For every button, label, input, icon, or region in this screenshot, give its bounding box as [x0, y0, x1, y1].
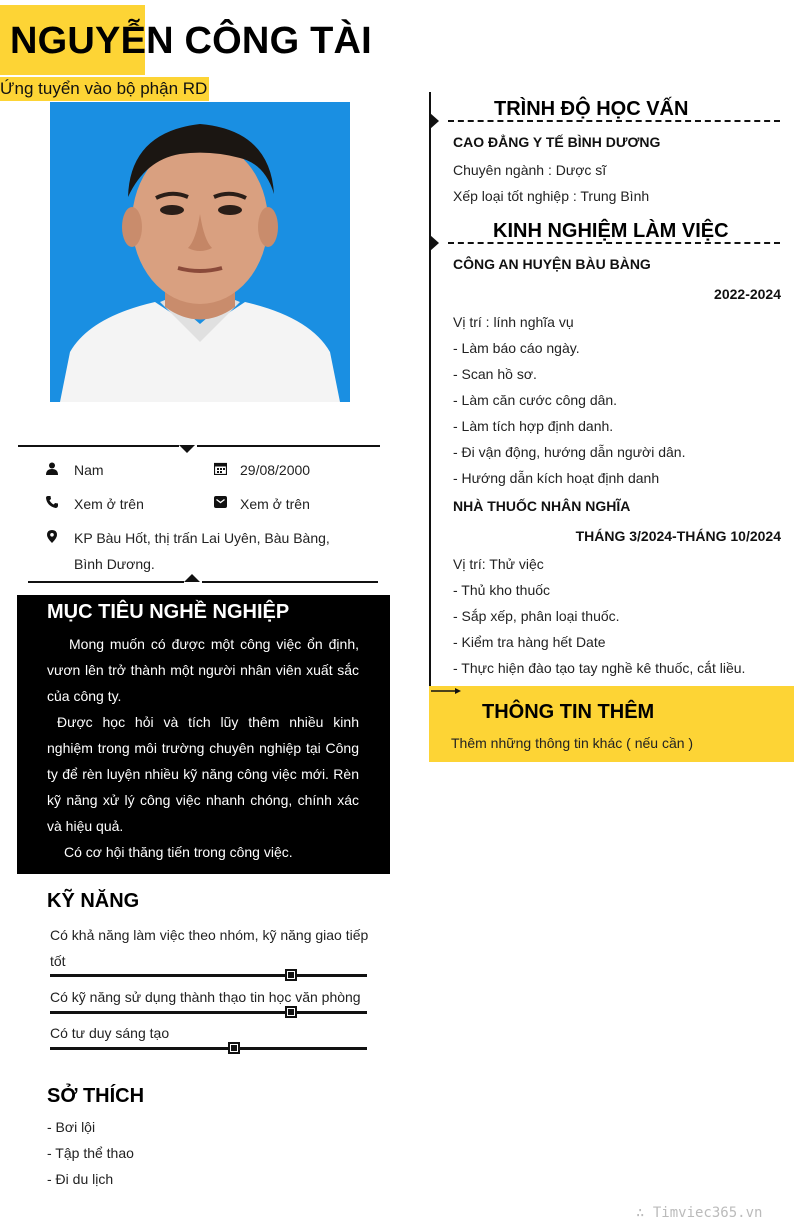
address-line-1: KP Bàu Hốt, thị trấn Lai Uyên, Bàu Bàng, — [74, 530, 330, 546]
skill-label: Có khả năng làm việc theo nhóm, kỹ năng giao tiếp tốt — [50, 927, 369, 969]
objective-paragraph: Được học hỏi và tích lũy thêm nhiều kinh nghiệm trong môi trường chuyên nghiệp tại Công ty để rèn luyện nhiều kỹ năng công việc mới. Rèn kỹ năng xử lý công việc nhanh chóng, chính xác và hiệu quả. — [47, 714, 359, 834]
info-top-divider-right — [197, 445, 380, 447]
skill-slider-track — [50, 974, 367, 977]
email-value: Xem ở trên — [240, 496, 310, 512]
education-major: Chuyên ngành : Dược sĩ — [453, 162, 607, 178]
phone-value: Xem ở trên — [74, 496, 144, 512]
education-school: CAO ĐẲNG Y TẾ BÌNH DƯƠNG — [453, 134, 661, 150]
skill-slider-knob — [285, 1006, 297, 1018]
job-duty: - Thực hiện đào tạo tay nghề kê thuốc, cắt liều. — [453, 660, 746, 676]
job-duty: - Scan hồ sơ. — [453, 366, 537, 382]
education-grade: Xếp loại tốt nghiệp : Trung Bình — [453, 188, 650, 204]
job-duty: - Thủ kho thuốc — [453, 582, 551, 598]
location-icon — [45, 529, 59, 543]
candidate-name: NGUYỄN CÔNG TÀI — [10, 20, 372, 62]
extra-info-text: Thêm những thông tin khác ( nếu cần ) — [451, 735, 694, 751]
job-position: Vị trí: Thử việc — [453, 556, 544, 572]
job-duty: - Làm báo cáo ngày. — [453, 340, 580, 356]
timeline-line — [429, 92, 431, 690]
skills-title: KỸ NĂNG — [47, 890, 140, 912]
phone-icon — [45, 495, 59, 509]
experience-title: KINH NGHIỆM LÀM VIỆC — [493, 220, 729, 242]
user-icon — [45, 461, 59, 475]
birthday-value: 29/08/2000 — [240, 462, 311, 478]
skill-slider-track — [50, 1047, 367, 1050]
job-duty: - Hướng dẫn kích hoạt định danh — [453, 470, 660, 486]
extra-info-section — [429, 686, 794, 762]
skill-label: Có kỹ năng sử dụng thành thạo tin học văn phòng — [50, 989, 361, 1005]
info-bottom-divider-left — [28, 581, 184, 583]
gender-value: Nam — [74, 462, 104, 478]
education-title: TRÌNH ĐỘ HỌC VẤN — [494, 98, 689, 120]
portrait-illustration — [50, 102, 350, 402]
career-objective-section — [17, 595, 390, 874]
job-company: CÔNG AN HUYỆN BÀU BÀNG — [453, 256, 651, 272]
info-top-divider-left — [18, 445, 179, 447]
job-duty: - Sắp xếp, phân loại thuốc. — [453, 608, 620, 624]
objective-paragraph: Mong muốn có được một công việc ổn định, vươn lên trở thành một người nhân viên xuất sắc của công ty. — [47, 636, 359, 704]
objective-paragraph: Có cơ hội thăng tiến trong công việc. — [64, 844, 293, 860]
watermark: ∴ Timviec365.vn — [636, 1205, 763, 1221]
job-duty: - Làm tích hợp định danh. — [453, 418, 614, 434]
hobby-item: - Đi du lịch — [47, 1171, 114, 1187]
skill-slider-knob — [228, 1042, 240, 1054]
calendar-icon — [213, 461, 227, 475]
education-marker — [430, 113, 439, 129]
experience-marker — [430, 235, 439, 251]
job-position: Vị trí : lính nghĩa vụ — [453, 314, 574, 330]
hobbies-title: SỞ THÍCH — [47, 1085, 145, 1107]
job-duty: - Kiểm tra hàng hết Date — [453, 634, 606, 650]
profile-photo — [50, 102, 350, 402]
objective-title: MỤC TIÊU NGHỀ NGHIỆP — [47, 601, 290, 623]
info-bottom-divider-right — [202, 581, 378, 583]
extra-info-title: THÔNG TIN THÊM — [482, 701, 655, 723]
timeline-end-arrow-icon — [431, 686, 463, 696]
info-bottom-arrow — [184, 574, 200, 582]
address-line-2: Bình Dương. — [74, 556, 155, 572]
hobby-item: - Bơi lội — [47, 1119, 96, 1135]
skill-slider-track — [50, 1011, 367, 1014]
applied-position: Ứng tuyển vào bộ phận RD — [0, 77, 209, 101]
skill-label: Có tư duy sáng tạo — [50, 1025, 170, 1041]
email-icon — [213, 495, 227, 509]
job-company: NHÀ THUỐC NHÂN NGHĨA — [453, 498, 631, 514]
skill-slider-knob — [285, 969, 297, 981]
objective-body — [47, 631, 359, 865]
job-period: THÁNG 3/2024-THÁNG 10/2024 — [575, 528, 781, 544]
info-top-arrow — [179, 445, 195, 453]
job-duty: - Làm căn cước công dân. — [453, 392, 618, 408]
job-period: 2022-2024 — [714, 286, 781, 302]
hobby-item: - Tập thể thao — [47, 1145, 134, 1161]
job-duty: - Đi vận động, hướng dẫn người dân. — [453, 444, 686, 460]
